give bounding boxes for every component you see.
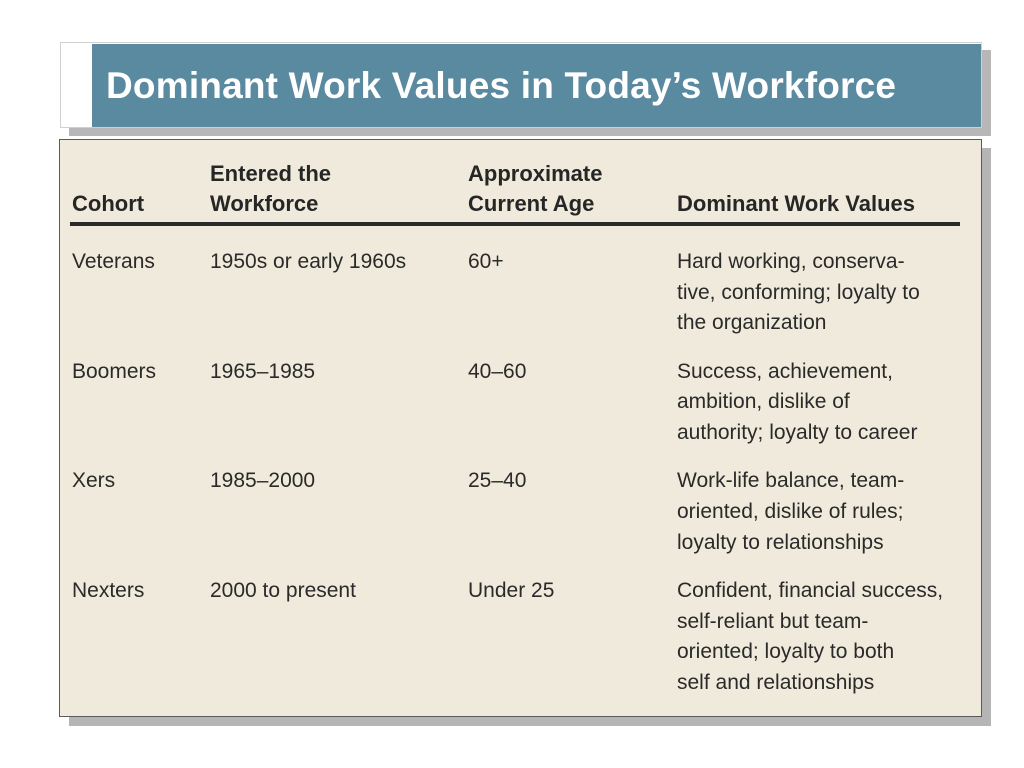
header-cohort: Cohort: [72, 191, 145, 216]
cell-values-line: Work-life balance, team-: [677, 469, 905, 492]
cell-age: 25–40: [468, 469, 527, 492]
cell-cohort: Veterans: [72, 250, 155, 273]
title-bar: [92, 44, 981, 127]
cell-values-line: self-reliant but team-: [677, 610, 869, 633]
cell-values-line: Success, achievement,: [677, 360, 893, 383]
cell-entered: 1950s or early 1960s: [210, 250, 407, 273]
header-age-line1: Approximate: [468, 161, 603, 186]
cell-values-line: Hard working, conserva-: [677, 250, 905, 273]
cell-age: Under 25: [468, 579, 555, 602]
cell-values-line: oriented, dislike of rules;: [677, 500, 904, 523]
cell-values-line: loyalty to relationships: [677, 531, 884, 554]
cell-values-line: tive, conforming; loyalty to: [677, 281, 920, 304]
cell-age: 40–60: [468, 360, 527, 383]
cell-entered: 1965–1985: [210, 360, 316, 383]
cell-values-line: oriented; loyalty to both: [677, 640, 895, 663]
cell-cohort: Xers: [72, 469, 116, 492]
cell-values-line: ambition, dislike of: [677, 390, 850, 413]
cell-values-line: the organization: [677, 311, 827, 334]
cell-values-line: authority; loyalty to career: [677, 421, 918, 444]
cell-values-line: self and relationships: [677, 671, 875, 694]
cell-entered: 2000 to present: [210, 579, 356, 602]
header-entered-line1: Entered the: [210, 161, 332, 186]
header-entered-line2: Workforce: [210, 191, 319, 216]
cell-entered: 1985–2000: [210, 469, 316, 492]
cell-cohort: Nexters: [72, 579, 145, 602]
cell-age: 60+: [468, 250, 504, 273]
cell-values-line: Confident, financial success,: [677, 579, 944, 602]
slide-title: Dominant Work Values in Today’s Workforce: [106, 64, 897, 106]
work-values-table: [60, 140, 981, 716]
table-panel: [59, 139, 982, 717]
header-age-line2: Current Age: [468, 191, 595, 216]
header-values: Dominant Work Values: [677, 191, 915, 216]
cell-cohort: Boomers: [72, 360, 157, 383]
header-rule: [70, 222, 960, 226]
